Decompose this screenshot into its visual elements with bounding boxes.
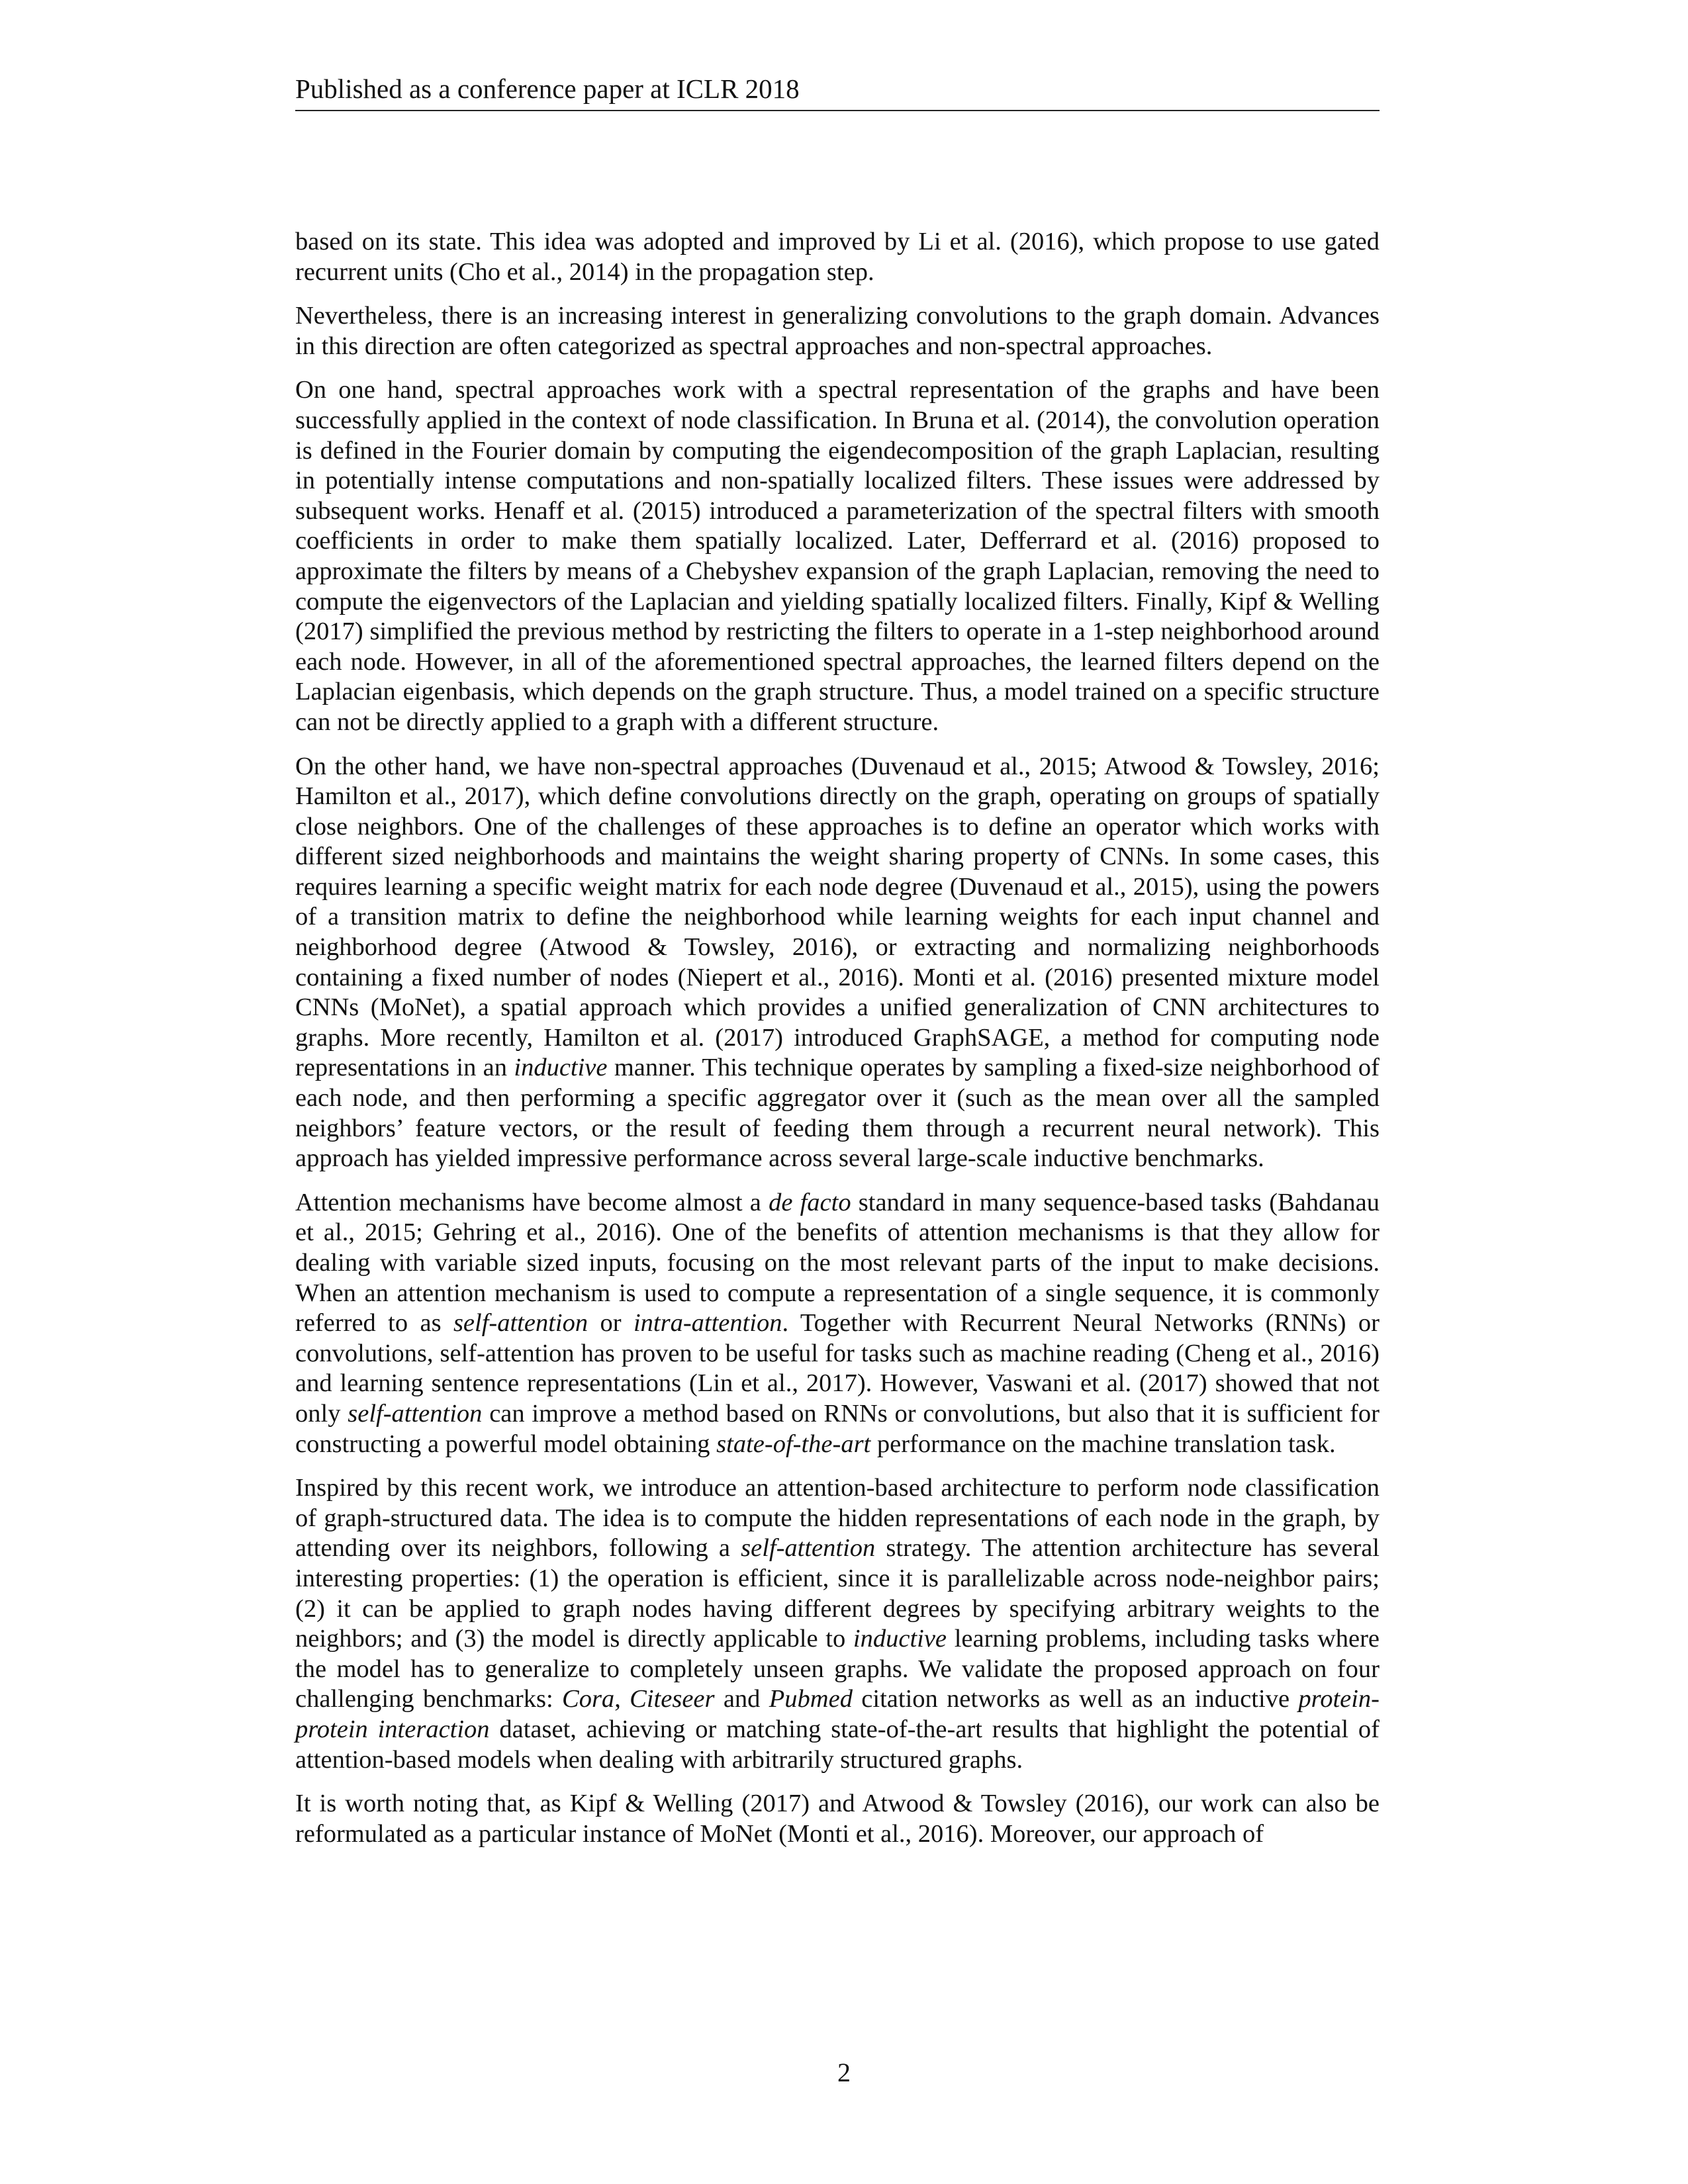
text-run: standard in many sequence-based tasks (Bahdanau et al., 2015; Gehring et al., 2016). One of the benefits of attention mechanisms is that they allow for dealing with variable sized inputs, focusing on the most relevant parts of the input to make decisions. When an attention mechanism is used to compute a representation of a single sequence, it is commonly referred to as — [295, 1188, 1380, 1338]
paragraph — [295, 375, 1380, 737]
italic-text: Cora — [562, 1685, 615, 1713]
text-run: strategy. The attention architecture has several interesting properties: (1) the operation is efficient, since it is parallelizable across node-neighbor pairs; (2) it can be applied to graph nodes having different degrees by specifying arbitrary weights to the neighbors; and (3) the model is directly applicable to — [295, 1534, 1380, 1653]
text-run: On the other hand, we have non-spectral approaches (Duvenaud et al., 2015; Atwood & Towsley, 2016; Hamilton et al., 2017), which define convolutions directly on the graph, operating on groups of spatially close neighbors. One of the challenges of these approaches is to define an operator which works with different sized neighborhoods and maintains the weight sharing property of CNNs. In some cases, this requires learning a specific weight matrix for each node degree (Duvenaud et al., 2015), using the powers of a transition matrix to define the neighborhood while learning weights for each input channel and neighborhood degree (Atwood & Towsley, 2016), or extracting and normalizing neighborhoods containing a fixed number of nodes (Niepert et al., 2016). Monti et al. (2016) presented mixture model CNNs (MoNet), a spatial approach which provides a unified generalization of CNN architectures to graphs. More recently, Hamilton et al. (2017) introduced GraphSAGE, a method for computing node representations in an — [295, 752, 1380, 1082]
italic-text: protein-protein interaction — [295, 1685, 1380, 1743]
paragraph — [295, 1789, 1380, 1849]
text-run: manner. This technique operates by sampling a fixed-size neighborhood of each node, and then performing a specific aggregator over it (such as the mean over all the sampled neighbors’ feature vectors, or the result of feeding them through a recurrent neural network). This approach has yielded impressive performance across several large-scale inductive benchmarks. — [295, 1054, 1380, 1173]
italic-text: Citeseer — [630, 1685, 715, 1713]
paragraph — [295, 1188, 1380, 1459]
text-run: learning problems, including tasks where the model has to generalize to completely unseen graphs. We validate the proposed approach on four challenging benchmarks: — [295, 1625, 1380, 1713]
italic-text: inductive — [514, 1054, 608, 1082]
text-run: It is worth noting that, as Kipf & Welling (2017) and Atwood & Towsley (2016), our work can also be reformulated as a particular instance of MoNet (Monti et al., 2016). Moreover, our approach of — [295, 1790, 1380, 1848]
text-run: based on its state. This idea was adopted and improved by Li et al. (2016), which propose to use gated recurrent units (Cho et al., 2014) in the propagation step. — [295, 228, 1380, 286]
paragraph — [295, 752, 1380, 1174]
italic-text: self-attention — [453, 1309, 588, 1338]
italic-text: state-of-the-art — [716, 1430, 871, 1458]
italic-text: Pubmed — [769, 1685, 853, 1713]
italic-text: inductive — [853, 1625, 947, 1653]
text-run: and — [714, 1685, 769, 1713]
text-run: dataset, achieving or matching state-of-the-art results that highlight the potential of attention-based models when dealing with arbitrarily structured graphs. — [295, 1715, 1380, 1774]
italic-text: de facto — [769, 1188, 851, 1216]
text-run: Inspired by this recent work, we introduce an attention-based architecture to perform node classification of graph-structured data. The idea is to compute the hidden representations of each node in the graph, by attending over its neighbors, following a — [295, 1474, 1380, 1563]
italic-text: self-attention — [348, 1399, 483, 1428]
running-header: Published as a conference paper at ICLR 2018 — [295, 71, 1380, 111]
body-text — [295, 227, 1380, 1863]
text-run: or — [588, 1309, 633, 1338]
paragraph — [295, 1473, 1380, 1775]
italic-text: intra-attention — [633, 1309, 782, 1338]
paragraph — [295, 301, 1380, 361]
text-run: . Together with Recurrent Neural Networks (RNNs) or convolutions, self-attention has proven to be useful for tasks such as machine reading (Cheng et al., 2016) and learning sentence representations (Lin et al., 2017). However, Vaswani et al. (2017) showed that not only — [295, 1309, 1380, 1428]
text-run: On one hand, spectral approaches work with a spectral representation of the graphs and have been successfully applied in the context of node classification. In Bruna et al. (2014), the convolution operation is defined in the Fourier domain by computing the eigendecomposition of the graph Laplacian, resulting in potentially intense computations and non-spatially localized filters. These issues were addressed by subsequent works. Henaff et al. (2015) introduced a parameterization of the spectral filters with smooth coefficients in order to make them spatially localized. Later, Defferrard et al. (2016) proposed to approximate the filters by means of a Chebyshev expansion of the graph Laplacian, removing the need to compute the eigenvectors of the Laplacian and yielding spatially localized filters. Finally, Kipf & Welling (2017) simplified the previous method by restricting the filters to operate in a 1-step neighborhood around each node. However, in all of the aforementioned spectral approaches, the learned filters depend on the Laplacian eigenbasis, which depends on the graph structure. Thus, a model trained on a specific structure can not be directly applied to a graph with a different structure. — [295, 376, 1380, 736]
text-run: performance on the machine translation task. — [870, 1430, 1336, 1458]
text-run: , — [614, 1685, 630, 1713]
paragraph — [295, 227, 1380, 287]
text-run: citation networks as well as an inductive — [852, 1685, 1299, 1713]
text-run: Attention mechanisms have become almost a — [295, 1188, 769, 1216]
text-run: Nevertheless, there is an increasing interest in generalizing convolutions to the graph domain. Advances in this direction are often categorized as spectral approaches and non-spectral approaches. — [295, 302, 1380, 360]
italic-text: self-attention — [741, 1534, 876, 1563]
page-number: 2 — [837, 2058, 851, 2087]
text-run: can improve a method based on RNNs or convolutions, but also that it is sufficient for constructing a powerful model obtaining — [295, 1399, 1380, 1458]
